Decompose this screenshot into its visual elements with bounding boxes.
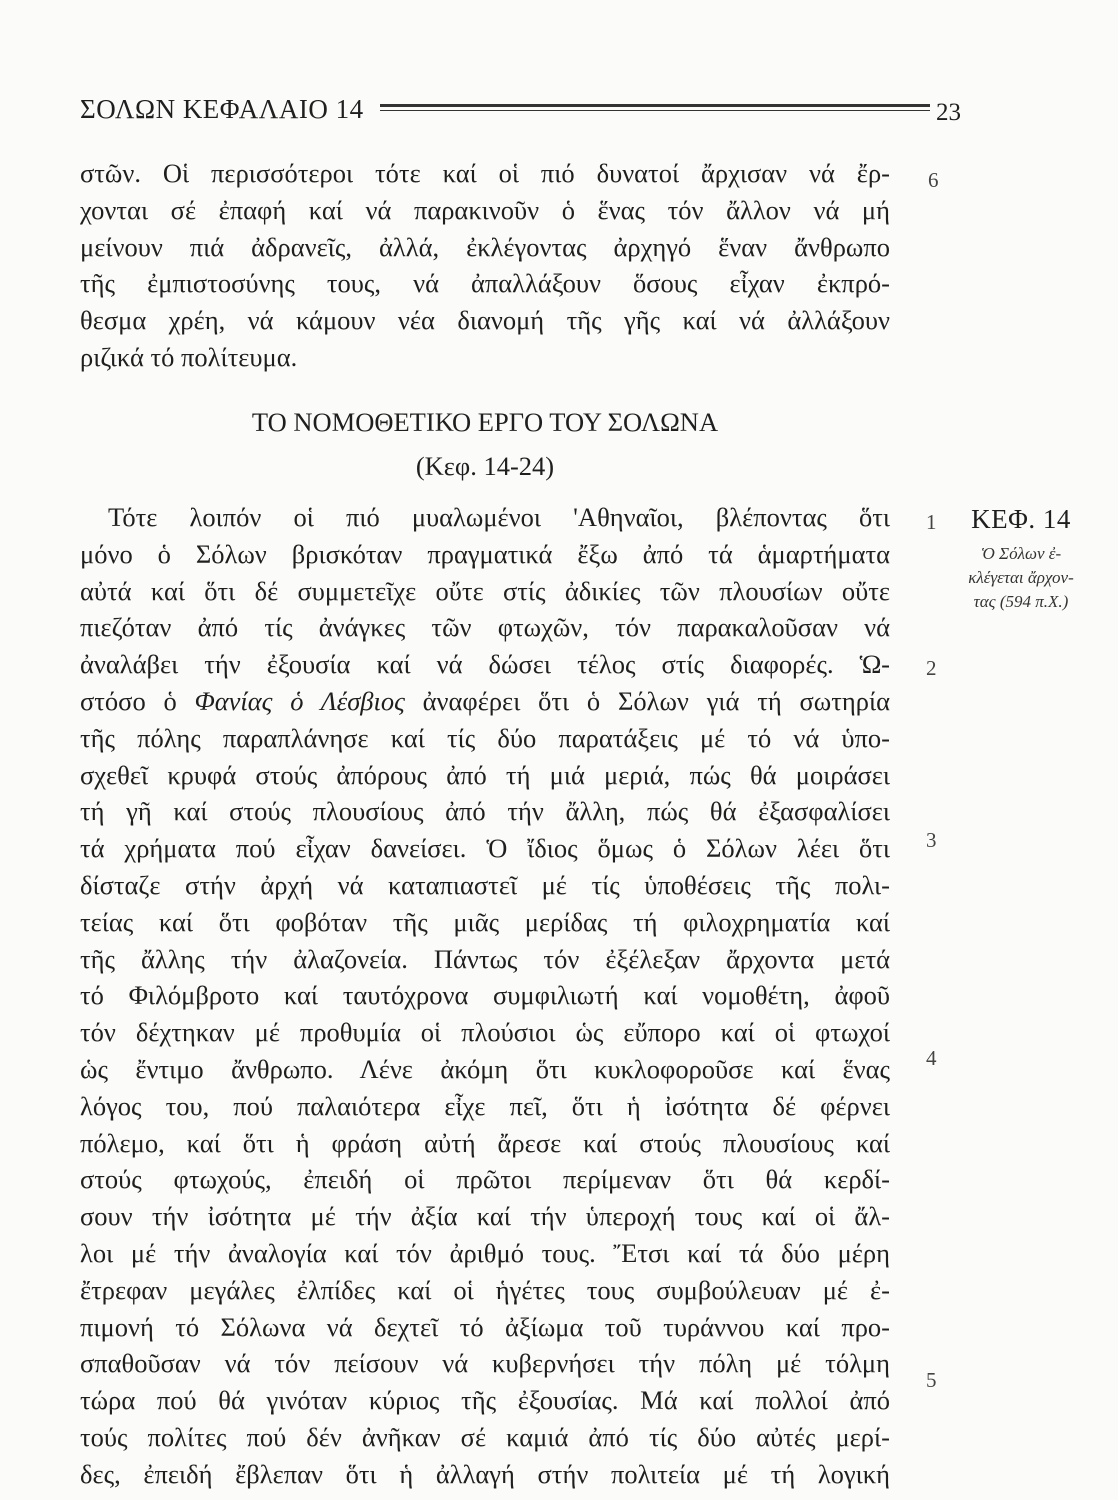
header-rule [380, 104, 930, 107]
text-line: δες, ἐπειδή ἔβλεπαν ὅτι ἡ ἀλλαγή στήν πολιτεία μέ τή λογική [80, 1458, 890, 1489]
margin-number: 5 [926, 1368, 937, 1392]
margin-number: 4 [926, 1046, 937, 1070]
text-line: τά χρήματα πού εἶχαν δανείσει. Ὁ ἴδιος ὅμως ὁ Σόλων λέει ὅτι [80, 833, 890, 864]
text-line: στούς φτωχούς, ἐπειδή οἱ πρῶτοι περίμεναν ὅτι θά κερδί- [80, 1164, 890, 1195]
chapter-sidenote [956, 502, 1086, 614]
sidenote-line: Ὁ Σόλων ἐ- [980, 544, 1062, 563]
text-line: μείνουν πιά ἀδρανεῖς, ἀλλά, ἐκλέγοντας ἀρχηγό ἕναν ἄνθρωπο [80, 231, 890, 262]
text-line: λόγος του, πού παλαιότερα εἶχε πεῖ, ὅτι ἡ ἰσότητα δέ φέρνει [80, 1090, 890, 1121]
section-subheading: (Κεφ. 14-24) [415, 451, 555, 481]
text-line: πόλεμο, καί ὅτι ἡ φράση αὐτή ἄρεσε καί στούς πλουσίους καί [80, 1127, 890, 1158]
text-line: λοι μέ τήν ἀναλογία καί τόν ἀριθμό τους. Ἔτσι καί τά δύο μέρη [80, 1237, 890, 1268]
sidenote-line: τας (594 π.Χ.) [973, 592, 1069, 611]
text-line: πιμονή τό Σόλωνα νά δεχτεῖ τό ἀξίωμα τοῦ τυράννου καί προ- [80, 1311, 890, 1342]
text-line: τείας καί ὅτι φοβόταν τῆς μιᾶς μερίδας τή φιλοχρηματία καί [80, 906, 890, 937]
text-line: σχεθεῖ κρυφά στούς ἀπόρους ἀπό τή μιά μεριά, πώς θά μοιράσει [80, 759, 890, 790]
text-line: τούς πολίτες πού δέν ἀνῆκαν σέ καμιά ἀπό τίς δύο αὐτές μερί- [80, 1421, 890, 1452]
text-line: τῆς πόλης παραπλάνησε καί τίς δύο παρατάξεις μέ τό νά ὑπο- [80, 722, 890, 753]
page-number: 23 [936, 99, 961, 126]
text-line: τώρα πού θά γινόταν κύριος τῆς ἐξουσίας. Μά καί πολλοί ἀπό [80, 1385, 890, 1416]
text-span: ἀναφέρει ὅτι ὁ Σόλων γιά τή σωτηρία [404, 685, 890, 716]
text-line: σπαθοῦσαν νά τόν πείσουν νά κυβερνήσει τήν πόλη μέ τόλμη [80, 1348, 890, 1379]
text-line: τῆς ἄλλης τήν ἀλαζονεία. Πάντως τόν ἐξέλεξαν ἄρχοντα μετά [80, 943, 890, 974]
text-line: τή γῆ καί στούς πλουσίους ἀπό τήν ἄλλη, πώς θά ἐξασφαλίσει [80, 796, 890, 827]
text-line: αὐτά καί ὅτι δέ συμμετεῖχε οὔτε στίς ἀδικίες τῶν πλουσίων οὔτε [80, 575, 890, 606]
header-title: ΣΟΛΩΝ ΚΕΦΑΛΑΙΟ 14 [80, 94, 364, 124]
header-rule-thin [380, 110, 930, 111]
text-line: ἀναλάβει τήν ἐξουσία καί νά δώσει τέλος στίς διαφορές. Ὡ- [80, 649, 890, 680]
margin-number: 3 [926, 828, 937, 852]
text-line: δίσταζε στήν ἀρχή νά καταπιαστεῖ μέ τίς ὑποθέσεις τῆς πολι- [80, 869, 890, 900]
text-line: χονται σέ ἐπαφή καί νά παρακινοῦν ὁ ἕνας τόν ἄλλον νά μή [80, 194, 890, 225]
sidenote-title: ΚΕΦ. 14 [971, 504, 1071, 534]
running-header [80, 92, 961, 132]
text-line: Τότε λοιπόν οἱ πιό μυαλωμένοι 'Αθηναῖοι, βλέποντας ὅτι [108, 502, 890, 532]
text-line: μόνο ὁ Σόλων βρισκόταν πραγματικά ἔξω ἀπό τά ἁμαρτήματα [80, 538, 890, 569]
text-line: στῶν. Οἱ περισσότεροι τότε καί οἱ πιό δυνατοί ἄρχισαν νά ἔρ- [80, 158, 890, 188]
paragraph-2 [80, 499, 890, 1493]
text-line [80, 683, 890, 720]
margin-number: 2 [926, 656, 937, 680]
text-line: τῆς ἐμπιστοσύνης τους, νά ἀπαλλάξουν ὅσους εἶχαν ἐκπρό- [80, 268, 890, 299]
text-line: ριζικά τό πολίτευμα. [80, 341, 298, 372]
margin-number: 6 [928, 168, 939, 192]
section-heading: ΤΟ ΝΟΜΟΘΕΤΙΚΟ ΕΡΓΟ ΤΟΥ ΣΟΛΩΝΑ [251, 407, 719, 437]
text-line: πιεζόταν ἀπό τίς ἀνάγκες τῶν φτωχῶν, τόν παρακαλοῦσαν νά [80, 612, 890, 643]
text-line: ὡς ἔντιμο ἄνθρωπο. Λένε ἀκόμη ὅτι κυκλοφοροῦσε καί ἕνας [80, 1053, 890, 1084]
text-line: θεσμα χρέη, νά κάμουν νέα διανομή τῆς γῆς καί νά ἀλλάξουν [80, 305, 890, 336]
margin-number: 1 [926, 510, 937, 534]
text-line: ἔτρεφαν μεγάλες ἐλπίδες καί οἱ ἡγέτες τους συμβούλευαν μέ ἐ- [80, 1274, 890, 1305]
text-line: τό Φιλόμβροτο καί ταυτόχρονα συμφιλιωτή καί νομοθέτη, ἀφοῦ [80, 980, 890, 1011]
text-span: στόσο ὁ [80, 685, 195, 716]
paragraph-1 [80, 155, 890, 376]
text-line: τόν δέχτηκαν μέ προθυμία οἱ πλούσιοι ὡς εὔπορο καί οἱ φτωχοί [80, 1017, 890, 1048]
sidenote-line: κλέγεται ἄρχον- [968, 568, 1074, 587]
author-name: Φανίας ὁ Λέσβιος [194, 685, 405, 716]
text-line: σουν τήν ἰσότητα μέ τήν ἀξία καί τήν ὑπεροχή τους καί οἱ ἄλ- [80, 1201, 890, 1232]
